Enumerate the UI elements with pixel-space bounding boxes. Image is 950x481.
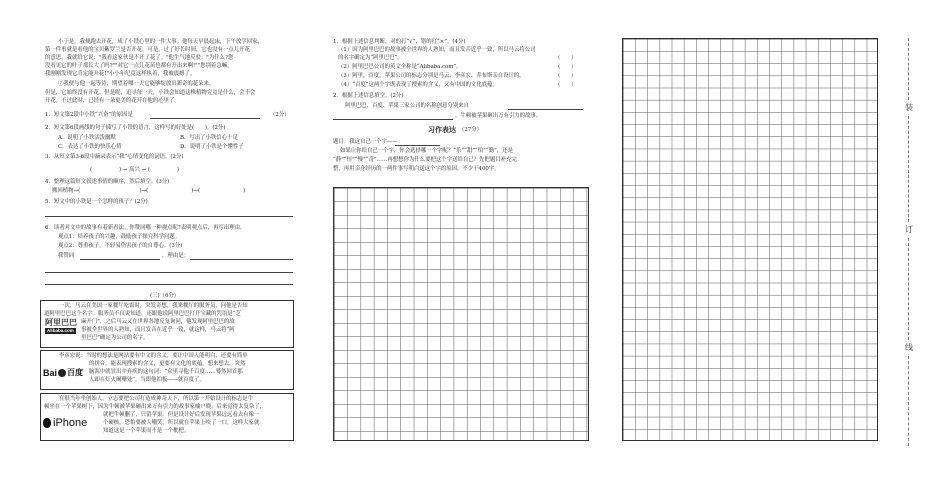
topic-blank[interactable] [395,145,440,146]
passage-line: 第一件事就是看他的宝贝紫罗兰是否开花。可是，过了好长时间，它也没有一点儿开花 [45,47,250,53]
baidu-text: 的拼音，能表现搜索的含义，更要有文化的底蕴。想来想去，突然 [89,361,246,367]
fill-text-2: ，牛顿被苹果砸出万有引力的故事。 [455,113,542,119]
apple-info-box [40,393,294,441]
answer-line[interactable] [45,216,293,217]
alibaba-text: 一次，马云在美国一家餐厅吃饭时，突发奇想，我来餐厅的服务员，问他是否知 [59,303,248,309]
paw-icon [58,369,66,377]
judge-paren[interactable]: （ ） [555,73,577,79]
apple-icon [43,418,51,428]
statement-4: （4）“百度”这两个字既表现了搜索的含义，又有中国的文化底蕴。 [338,82,498,88]
binding-char-bot: 线 [905,343,913,352]
baidu-logo-cn: 百度 [67,368,83,377]
apple-text: 知道这是一个苹果而不是一个枇杷。 [103,428,190,434]
baidu-text: 李彦宏说：当时的想法是网站要有中文的含义，要让中国人能明白，还要有简单 [59,353,248,359]
passage-line: ⑦我便与他一起等待，期望着哪一天它能够绽放出新奇的花朵来。 [58,81,215,87]
answer-line[interactable] [45,284,293,285]
composition-prompt: 如果让你给自己一个字，你会选择哪一个字呢？“乐”“甜”“怕”“勤”，还是 [340,148,513,154]
question-2: 2．短文第6段画线的句子插写了小铁的语言，这样写的好处是( )。(2分) [45,125,226,131]
passage-line: 但是，它始终没有开花。但是呢，追寻每一天，小铁会知道这株植物究竟是什么，会不会 [45,90,256,96]
composition-topic: 题目：我这自己一个字—— [333,139,398,145]
alibaba-text: 事被全世界的人熟知，而且发音在近乎一致，就这样，马云将“阿 [81,327,235,333]
option-a[interactable]: A．说明了小铁活泼幽默 [58,135,116,141]
section-3-title: (三)（6分） [150,293,180,299]
alibaba-info-box [40,300,294,348]
passage-line: 的意思。我就给它说："我看这家伙是不开了花了。"他生气地反驳："为什么?您 [45,55,234,61]
apple-logo [43,416,97,432]
option-b[interactable]: B．写出了小铁信心十足 [180,135,238,141]
option-d[interactable]: D．说明了小铁是个懂性子 [180,144,244,150]
alibaba-logo [43,318,77,338]
statement-1: （1）因为阿里巴巴的故事被全世界的人熟知，而且发音近乎一致，所以马云将公司 [338,47,536,53]
alibaba-text: 道阿里巴巴这个名字。服务员不仅说知道，还跟他说阿里巴巴打开宝藏的咒语是“芝 [44,311,241,317]
question-1: 1．短文第2段中小铁“兴奋”的原因是 [45,112,133,118]
question-4-answer[interactable]: 搬回植物→( )→( )→( ) [52,188,246,194]
baidu-logo-text: Bai [43,368,58,378]
composition-prompt: 整，再用亲身经历的一两件事写明白送这个字的原因，不少于400字。 [333,166,500,172]
binding-char-mid: 订 [905,225,913,234]
binding-dash [908,38,909,100]
question-1-score: （2分） [270,112,290,118]
alibaba-logo-text: 阿里巴巴 [45,318,77,327]
judge-paren[interactable]: （ ） [555,64,577,70]
answer-line[interactable] [80,259,160,260]
binding-dash [908,116,909,222]
answer-line[interactable] [508,109,583,110]
writing-grid-right[interactable] [622,38,878,441]
composition-title: 习作表达 [428,125,456,134]
question-5: 5．短文中的小铁是一个怎样的孩子？(2分) [45,199,148,205]
statement-1-cont: 的名字确定为“阿里巴巴”。 [338,55,403,61]
viewpoint-1: 观点1：培养孩子的兴趣，鼓励孩子探究科学问题。 [58,234,181,240]
question-c2-1: 1．根据上述信息判断，对的打“√”，错的打“×”。(4分) [333,39,466,45]
question-4: 4．整理这篇短文叙述事情的顺序，然后填空。(3分) [45,179,170,185]
baidu-text: 人却在灯火阑珊处”。当即他拍板——就百度了。 [89,377,205,383]
option-c[interactable]: C．表达了小铁的快乐心情 [58,144,122,150]
judge-paren[interactable]: （ ） [555,82,577,88]
question-3-answer[interactable]: ( ) → 高兴 → ( ) [90,167,179,173]
composition-score: （27分） [459,127,483,133]
baidu-logo [43,367,83,381]
statement-3: （3）阿里，百度，苹果公司的标志分别是马云、李彦宏、乔布斯亲自设计的。 [338,73,525,79]
fill-text-1: 阿里巴巴、百度、苹果三家公司的名称创意分别来自 [345,103,469,109]
alibaba-text: 里巴巴”确定为公司的名字。 [81,335,149,341]
writing-grid-middle[interactable] [333,187,589,441]
question-c2-2: 2．根据上述信息填空。(2分) [333,93,404,99]
question-3: 3．从短文第3-6段中摘录表示“我”心情变化的词语。(2分) [45,154,184,160]
answer-line[interactable] [190,259,293,260]
answer-line[interactable] [45,272,293,273]
alibaba-logo-sub: Alibaba.com [47,328,74,333]
apple-text: 在很当年坐创始人，立志要把公司打造成神奇天下，所以第一开始设计的标志是牛 [59,396,254,402]
composition-prompt: “静”“恒”“慢”“奇”……再想想你为什么要把这个字送给自己？先把题目补充完 [333,157,517,163]
binding-dash [908,238,909,340]
answer-line[interactable] [333,119,453,120]
passage-line: 小于是，我便跑去开花，成了小铁心里的一件大事。他每天早晨起床，下午放学回家， [58,39,263,45]
judge-paren[interactable]: （ ） [555,55,577,61]
reason-label: ，理由是： [162,253,189,259]
apple-text: 就把牛顿删了，只留苹果。但是设计好后发现苹果远远看去有像一 [103,412,260,418]
agree-label: 我赞同 [58,253,75,259]
alibaba-text: 麻开门”，之后马云又在世界各地反复询问，他发现阿里巴巴的故 [81,319,235,325]
viewpoint-2: 观点2：尊重孩子，不轻易伤害孩子的自尊心。(3分) [58,243,183,249]
statement-2: （2）阿里巴巴公司的英文全称是“Alibaba.com”。 [338,64,462,70]
passage-line: 我刚刚发现它肯定能开花!"小小年纪竟这样执着，我被震撼了。 [45,71,196,77]
passage-line: 没看见它的叶子那长大了吗?""对它一点儿花苗也都有开出来啊!""您别着急嘛， [45,63,233,69]
baidu-text: 脑海中就冒出辛弃疾的这句词：“众里寻他千百度……蓦然回首那 [89,369,243,375]
apple-logo-text: iPhone [53,417,88,429]
question-6: 6．读者对文中的故事有着新看法。你赞同哪一种观点呢?表明观点后，再写出理由。 [45,225,246,231]
apple-text: 个硬核，恐怕要被人嘲笑，所以就在苹果上咬了一口，这样大家就 [103,420,260,426]
binding-dash [908,356,909,446]
answer-line[interactable] [150,118,260,119]
binding-char-top: 装 [905,103,913,112]
passage-line: 开花。不过此时，已经有一朵更美的花开在他的心里了。 [45,98,180,104]
apple-text: 顿坐在一个苹果树下，因为牛顿被苹果砸出来万有引力的故事家喻户晓。后来觉得太复杂了， [44,404,266,410]
baidu-info-box [40,350,294,390]
